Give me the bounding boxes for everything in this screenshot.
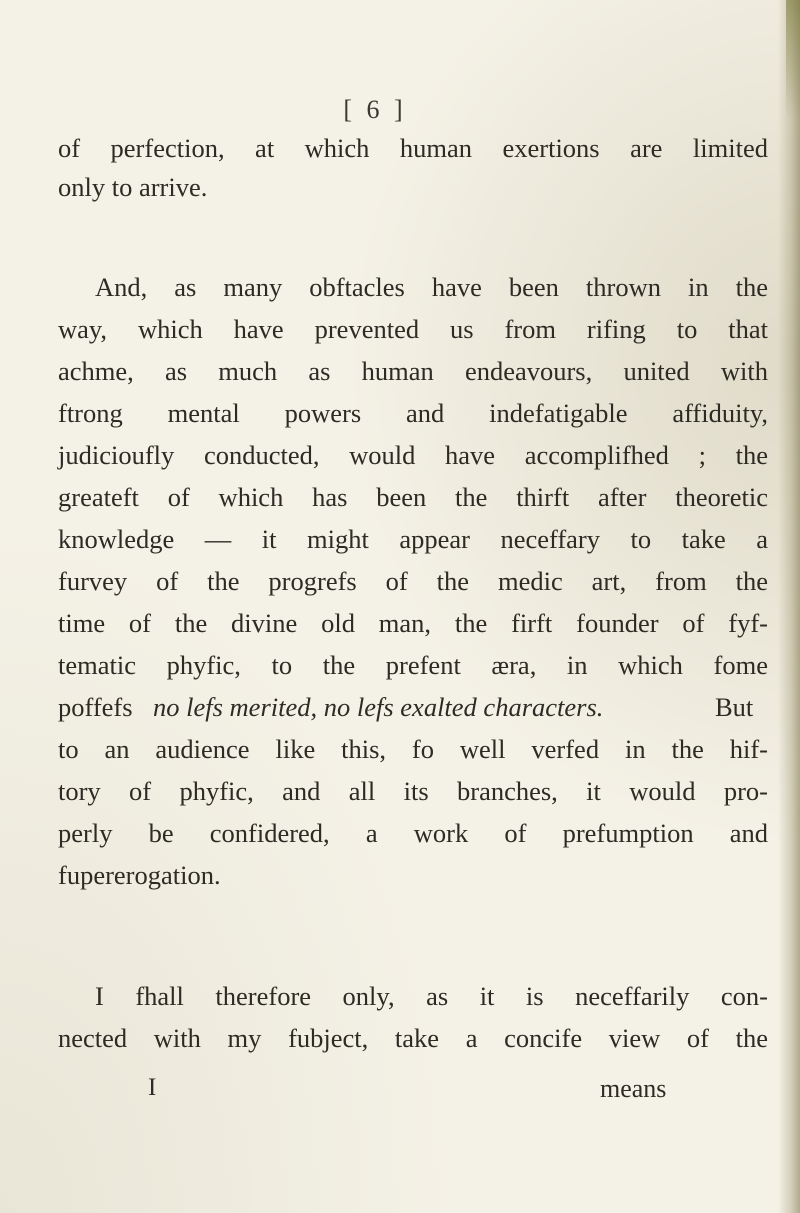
page-number: [ 6 ] <box>343 95 407 124</box>
text-line-8: greateft of which has been the thirft after theoretic <box>58 482 768 512</box>
text-line-13a: poffefs <box>58 692 133 722</box>
text-line-10: furvey of the progrefs of the medic art, from the <box>58 566 768 596</box>
page-edge-stain <box>786 0 800 120</box>
text-line-4: way, which have prevented us from rifing to that <box>58 314 768 344</box>
text-line-12: tematic phyfic, to the prefent æra, in which fome <box>58 650 768 680</box>
text-line-13-italic: no lefs merited, no lefs exalted characters. <box>153 692 604 722</box>
text-line-19: nected with my fubject, take a concife view of the <box>58 1023 768 1053</box>
text-line-14: to an audience like this, fo well verfed in the hif- <box>58 734 768 764</box>
catchword: means <box>600 1074 667 1103</box>
page-edge-shadow <box>778 0 800 1213</box>
text-line-15: tory of phyfic, and all its branches, it would pro- <box>58 776 768 806</box>
signature-mark: I <box>148 1074 157 1101</box>
text-line-17: fupererogation. <box>58 860 221 890</box>
text-line-1: of perfection, at which human exertions are limited <box>58 133 768 163</box>
text-line-18: I fhall therefore only, as it is neceffarily con- <box>95 981 768 1011</box>
text-line-16: perly be confidered, a work of prefumption and <box>58 818 768 848</box>
text-line-9: knowledge — it might appear neceffary to take a <box>58 524 768 554</box>
text-line-13b: But <box>715 692 754 722</box>
text-line-11: time of the divine old man, the firft founder of fyf- <box>58 608 768 638</box>
text-line-6: ftrong mental powers and indefatigable affiduity, <box>58 398 768 428</box>
text-line-3: And, as many obftacles have been thrown in the <box>95 272 768 302</box>
text-line-2: only to arrive. <box>58 172 208 202</box>
text-line-5: achme, as much as human endeavours, united with <box>58 356 768 386</box>
text-line-7: judicioufly conducted, would have accomplifhed ; the <box>58 440 768 470</box>
